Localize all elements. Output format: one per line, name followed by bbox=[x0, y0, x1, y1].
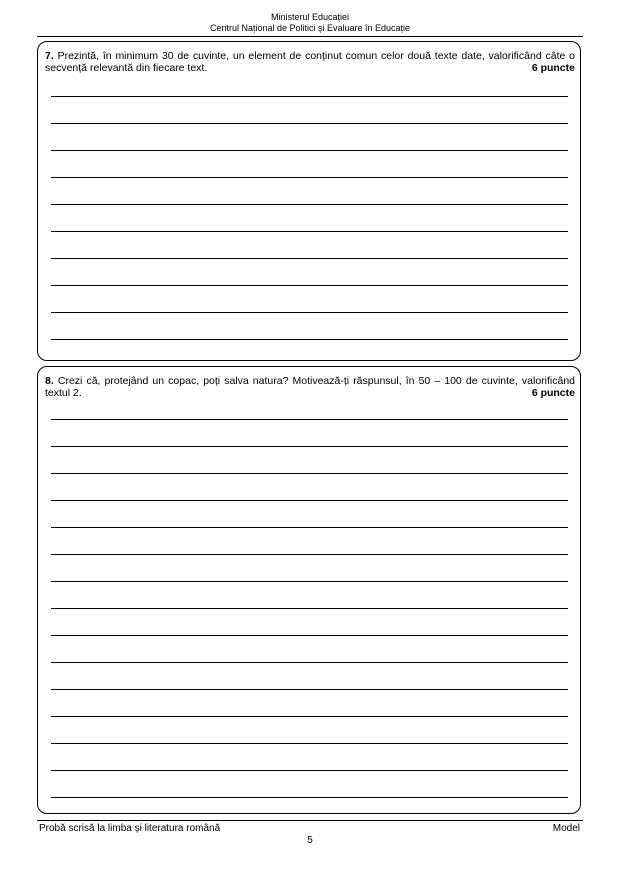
header-rule bbox=[37, 36, 583, 37]
footer-model-label: Model bbox=[552, 823, 580, 834]
question-8-prompt: Crezi că, protejând un copac, poți salva natura? Motivează-ți răspunsul, în 50 – 100 de cuvinte, valorificând textul 2. bbox=[45, 375, 576, 399]
answer-line[interactable] bbox=[51, 419, 568, 420]
question-7-points: 6 puncte bbox=[531, 62, 575, 74]
question-7-box bbox=[37, 41, 581, 361]
question-8-text bbox=[45, 375, 575, 399]
answer-line[interactable] bbox=[51, 473, 568, 474]
answer-line[interactable] bbox=[51, 500, 568, 501]
footer-rule bbox=[37, 820, 583, 821]
answer-line[interactable] bbox=[51, 770, 568, 771]
question-7-text bbox=[45, 50, 575, 74]
answer-line[interactable] bbox=[51, 743, 568, 744]
answer-line[interactable] bbox=[51, 96, 568, 97]
question-7-number: 7. bbox=[45, 50, 54, 62]
ministry-name: Ministerul Educației bbox=[270, 12, 350, 22]
answer-line[interactable] bbox=[51, 177, 568, 178]
footer-exam-title: Probă scrisă la limba și literatura română bbox=[39, 823, 221, 834]
answer-line[interactable] bbox=[51, 446, 568, 447]
answer-line[interactable] bbox=[51, 797, 568, 798]
question-8-box bbox=[37, 366, 581, 814]
answer-line[interactable] bbox=[51, 150, 568, 151]
answer-line[interactable] bbox=[51, 554, 568, 555]
answer-line[interactable] bbox=[51, 231, 568, 232]
page-header bbox=[0, 12, 620, 34]
question-8-points: 6 puncte bbox=[531, 387, 575, 399]
answer-line[interactable] bbox=[51, 608, 568, 609]
answer-line[interactable] bbox=[51, 527, 568, 528]
answer-line[interactable] bbox=[51, 689, 568, 690]
center-name: Centrul Național de Politici și Evaluare în Educație bbox=[209, 23, 411, 33]
question-7-prompt: Prezintă, în minimum 30 de cuvinte, un element de conținut comun celor două texte date, valorificând câte o secvență relevantă din fiecare text. bbox=[45, 50, 575, 74]
answer-line[interactable] bbox=[51, 716, 568, 717]
page-number: 5 bbox=[307, 835, 313, 846]
answer-line[interactable] bbox=[51, 312, 568, 313]
answer-line[interactable] bbox=[51, 635, 568, 636]
answer-line[interactable] bbox=[51, 204, 568, 205]
answer-line[interactable] bbox=[51, 123, 568, 124]
answer-line[interactable] bbox=[51, 339, 568, 340]
answer-line[interactable] bbox=[51, 285, 568, 286]
answer-line[interactable] bbox=[51, 258, 568, 259]
question-8-number: 8. bbox=[45, 375, 54, 387]
answer-line[interactable] bbox=[51, 581, 568, 582]
answer-line[interactable] bbox=[51, 662, 568, 663]
